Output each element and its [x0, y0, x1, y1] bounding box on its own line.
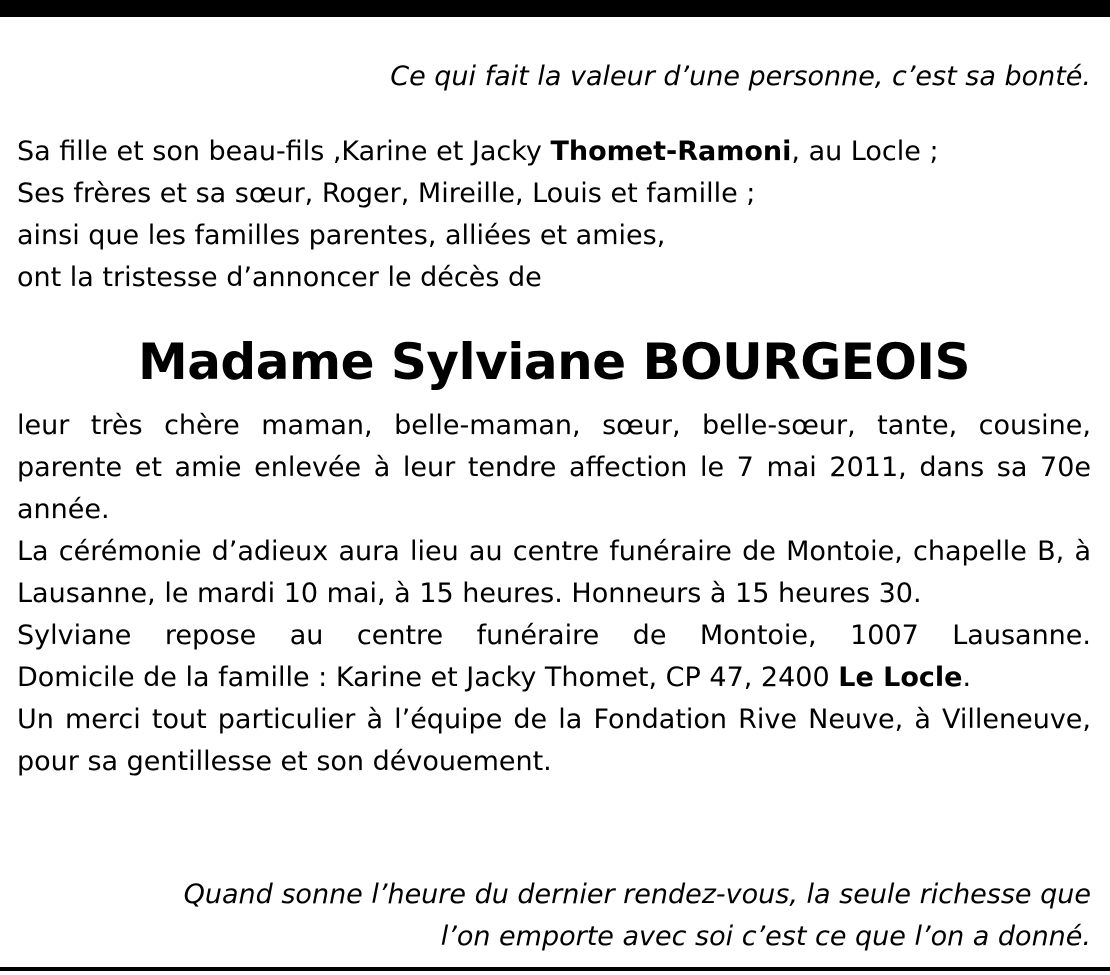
announcement-line-siblings: Ses frères et sa sœur, Roger, Mireille, Louis et famille ; — [17, 178, 756, 209]
top-border-rule — [0, 0, 1110, 17]
closing-quote — [17, 874, 1091, 958]
announcement-line-children — [17, 131, 1091, 173]
tribute-paragraph: leur très chère maman, belle-maman, sœur, belle-sœur, tante, cousine, parente et amie enlevée à leur tendre affection le 7 mai 2011, dans sa 70e année. — [17, 410, 1091, 525]
announcement-text: Sa fille et son beau-fils ,Karine et Jacky — [17, 136, 551, 167]
closing-quote-line-2: l’on emporte avec soi c’est ce que l’on a donné. — [440, 921, 1091, 952]
opening-quote: Ce qui fait la valeur d’une personne, c’est sa bonté. — [390, 61, 1091, 92]
ceremony-paragraph: La cérémonie d’adieux aura lieu au centre funéraire de Montoie, chapelle B, à Lausanne, le mardi 10 mai, à 15 heures. Honneurs à 15 heures 30. — [17, 536, 1091, 609]
address-place-bold: Le Locle — [838, 662, 963, 693]
notice-body — [17, 405, 1091, 783]
rest-location-line: Sylviane repose au centre funéraire de Montoie, 1007 Lausanne. — [17, 620, 1091, 651]
thanks-paragraph: Un merci tout particulier à l’équipe de la Fondation Rive Neuve, à Villeneuve, pour sa gentillesse et son dévouement. — [17, 704, 1091, 777]
family-address-line — [17, 657, 1091, 699]
announcement-text: , au Locle ; — [791, 136, 939, 167]
deceased-name-heading: Madame Sylviane BOURGEOIS — [137, 333, 971, 391]
family-name-bold: Thomet-Ramoni — [550, 136, 792, 167]
family-announcement — [17, 131, 1091, 299]
announcement-line-relatives: ainsi que les familles parentes, alliées et amies, — [17, 220, 666, 251]
address-text: . — [962, 662, 972, 693]
closing-quote-line-1: Quand sonne l’heure du dernier rendez-vous, la seule richesse que — [183, 879, 1091, 910]
address-text: Domicile de la famille : Karine et Jacky Thomet, CP 47, 2400 — [17, 662, 839, 693]
announcement-line-death: ont la tristesse d’annoncer le décès de — [17, 262, 542, 293]
bottom-border-rule — [0, 967, 1110, 971]
